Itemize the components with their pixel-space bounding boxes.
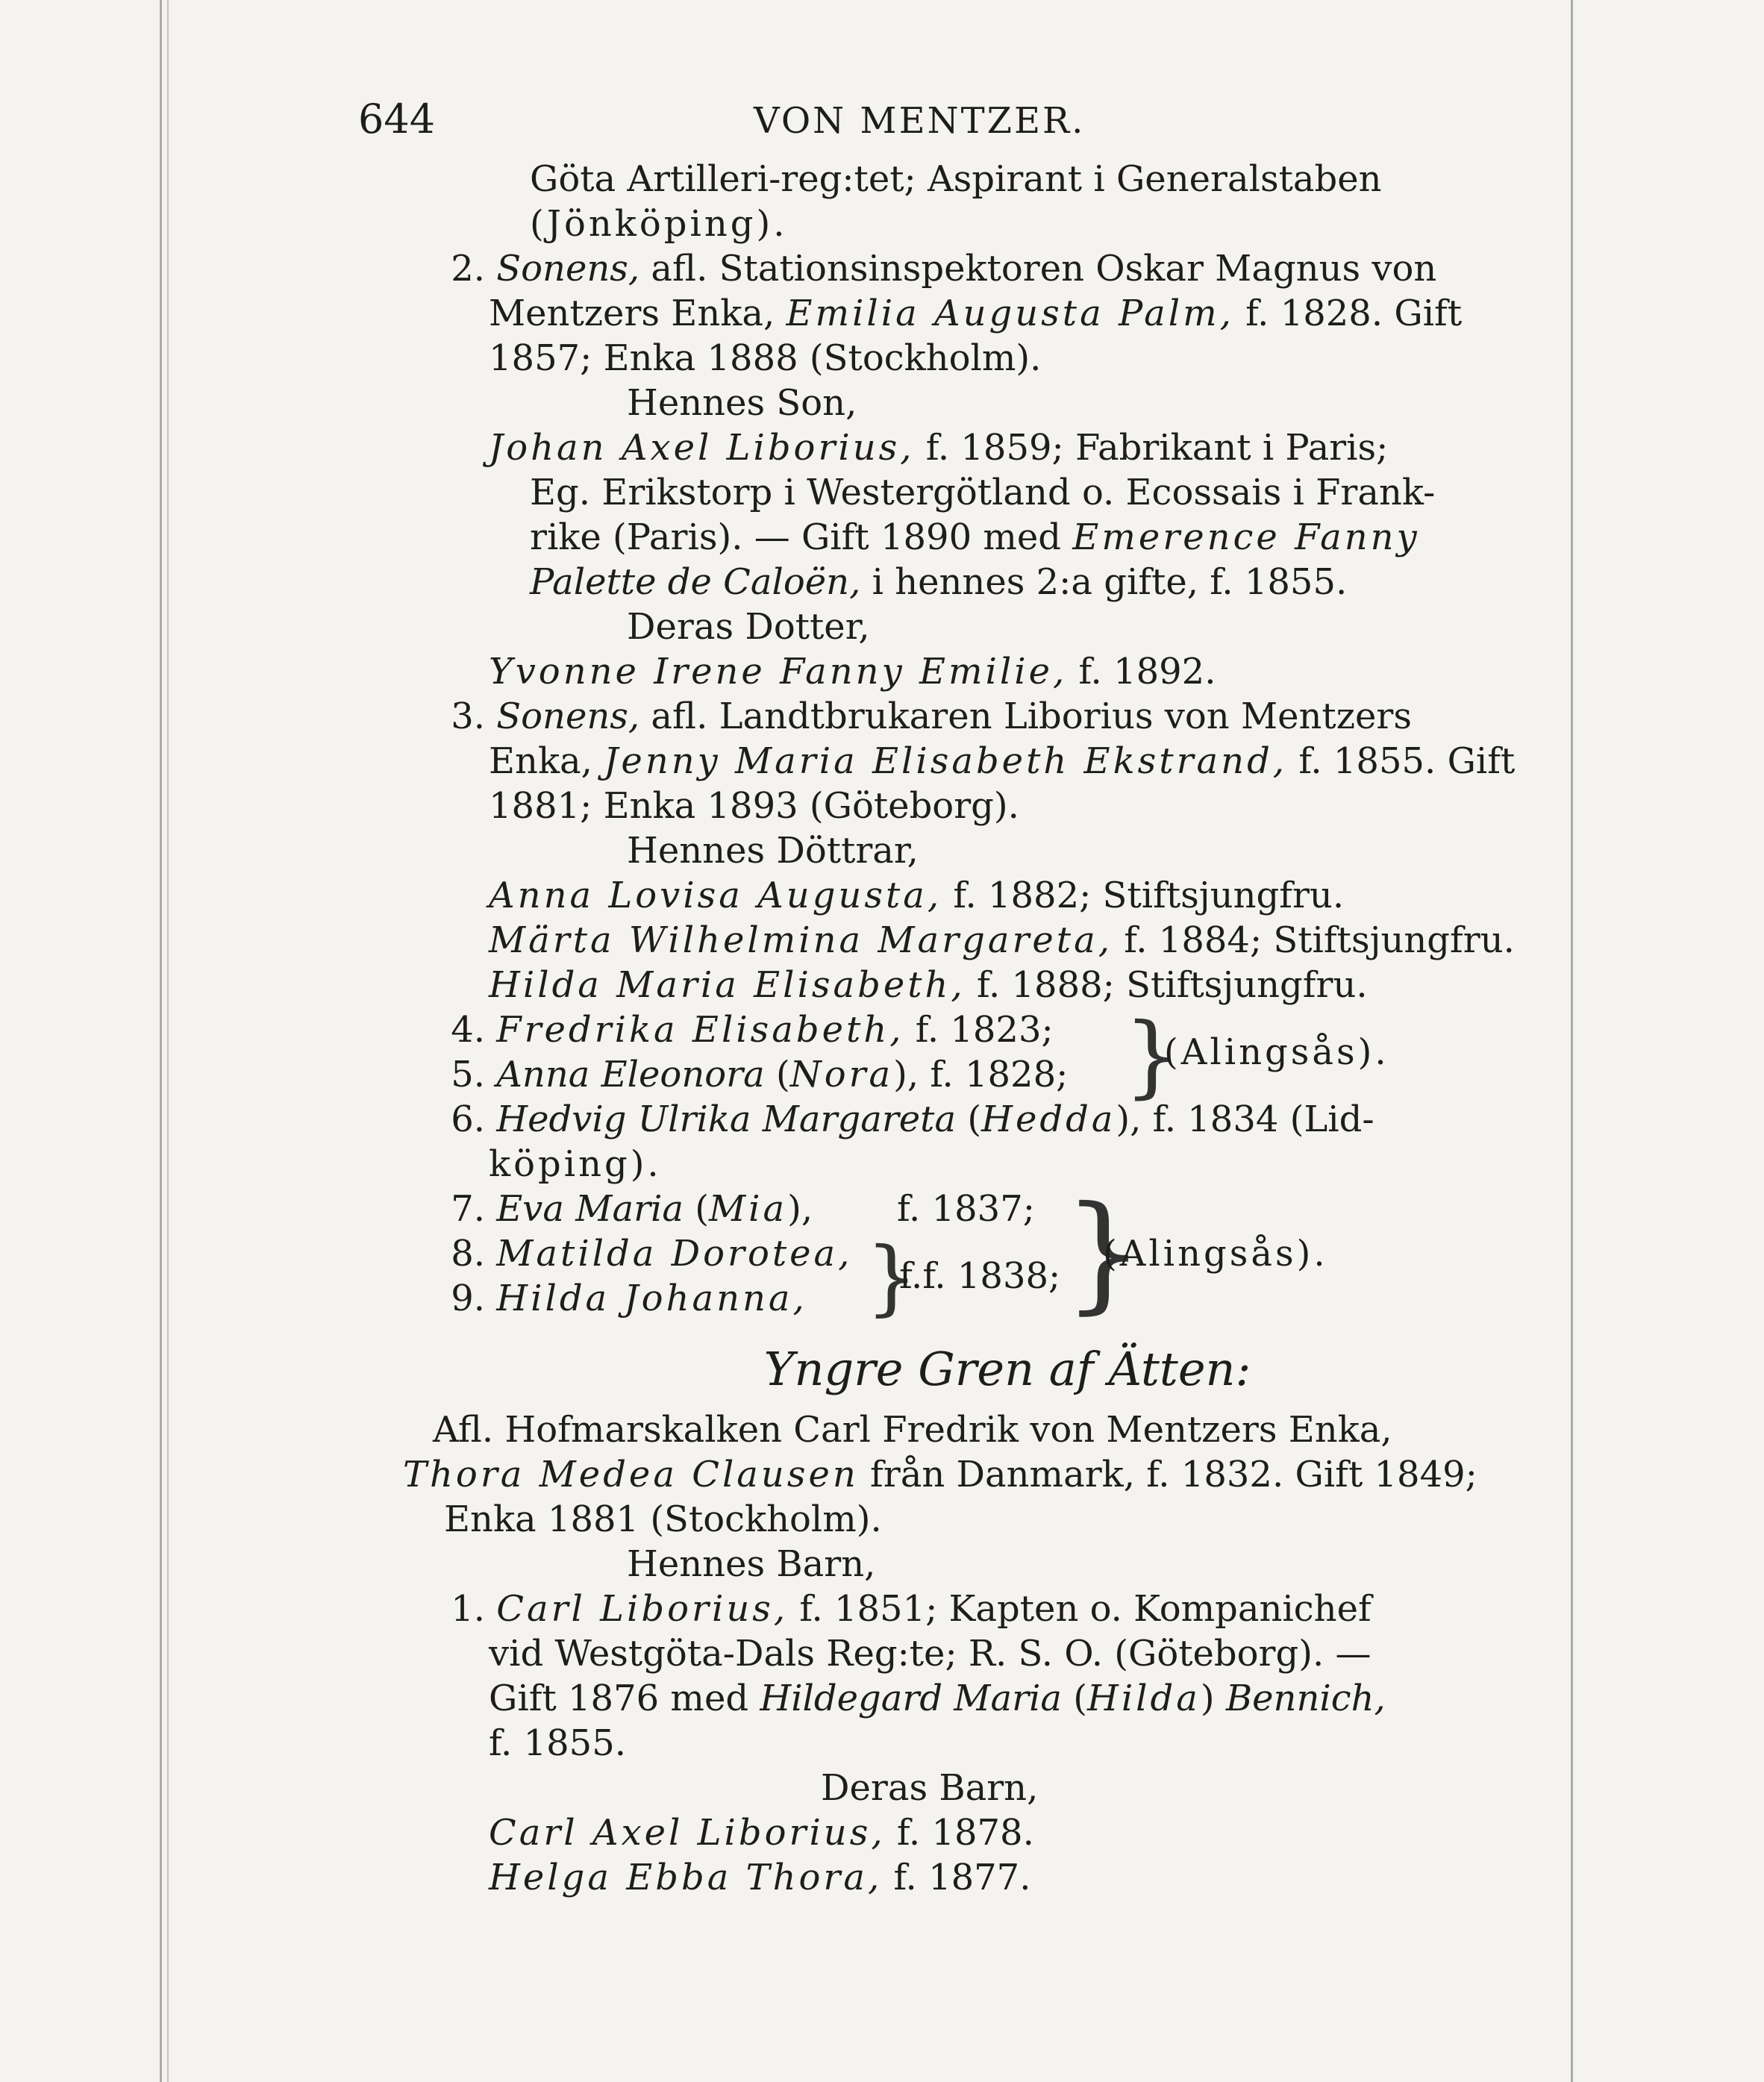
- text-span: Göta Artilleri-reg:tet; Aspirant i Generalstaben: [530, 158, 1382, 200]
- text-span: Hennes Son,: [627, 382, 857, 424]
- text-span: Enka,: [489, 740, 604, 782]
- text-span: 1881; Enka 1893 (Göteborg).: [489, 785, 1019, 827]
- text-span: Yvonne Irene Fanny Emilie,: [489, 651, 1068, 693]
- text-span: Eva Maria: [496, 1188, 684, 1230]
- text-line: [388, 739, 1516, 784]
- text-span: Johan Axel Liborius,: [489, 427, 915, 469]
- text-span: afl. Stationsinspektoren Oskar Magnus von: [639, 248, 1437, 290]
- page-gutter-left: [160, 0, 162, 2082]
- text-span: Carl Axel Liborius,: [489, 1812, 886, 1854]
- text-span: f. 1892.: [1067, 651, 1216, 693]
- entry-number: 5.: [451, 1054, 485, 1095]
- text-line: [388, 201, 1477, 246]
- section-heading: Yngre Gren af Ätten:: [763, 1342, 1251, 1396]
- text-span: Afl. Hofmarskalken Carl Fredrik von Mentzers Enka,: [433, 1409, 1392, 1451]
- text-span: f. 1823;: [904, 1009, 1054, 1051]
- entry-number: 6.: [451, 1098, 485, 1140]
- text-span: Hennes Barn,: [627, 1543, 876, 1585]
- entry-number: 8.: [451, 1233, 485, 1275]
- text-span: Nora: [789, 1054, 894, 1095]
- page-header: 644 VON MENTZER.: [358, 96, 1086, 143]
- text-span: f. 1855. Gift: [1287, 740, 1516, 782]
- text-span: Hilda Maria Elisabeth,: [489, 964, 966, 1006]
- text-span: från Danmark, f. 1832. Gift 1849;: [858, 1454, 1477, 1495]
- text-span: Mia: [708, 1188, 788, 1230]
- entry-number: 3.: [451, 695, 485, 737]
- entry-3: [388, 694, 1477, 739]
- text-span: Hennes Döttrar,: [627, 830, 919, 872]
- page-gutter-right: [1571, 0, 1573, 2082]
- brace-icon: }: [1124, 1004, 1181, 1108]
- text-line: [388, 1497, 1477, 1542]
- entry-number: 2.: [451, 248, 485, 290]
- text-line: [388, 918, 1515, 963]
- brace-icon: }: [866, 1229, 918, 1325]
- entry-6: [388, 1097, 1477, 1142]
- brace-icon: }: [1063, 1179, 1145, 1327]
- text-line: [388, 470, 1477, 515]
- entry-number: 7.: [451, 1188, 485, 1230]
- date-label: f.f. 1838;: [899, 1255, 1061, 1297]
- text-line: [388, 1631, 1477, 1676]
- text-span: (: [1061, 1678, 1087, 1719]
- text-line: [388, 873, 1477, 918]
- text-line: [388, 1407, 1477, 1452]
- text-span: ): [1200, 1678, 1226, 1719]
- text-span: f. 1877.: [882, 1857, 1031, 1898]
- text-span: Carl Liborius,: [496, 1588, 789, 1630]
- text-span: afl. Landtbrukaren Liborius von Mentzers: [639, 695, 1412, 737]
- subheading: [388, 828, 1477, 873]
- text-span: Gift 1876 med: [489, 1678, 760, 1719]
- text-line: [388, 336, 1477, 381]
- document-page: [358, 96, 1516, 1900]
- text-span: f. 1884; Stiftsjungfru.: [1112, 919, 1515, 961]
- entry-number: 9.: [451, 1278, 485, 1319]
- text-span: f. 1828. Gift: [1233, 293, 1463, 334]
- text-span: vid Westgöta-Dals Reg:te; R. S. O. (Göteborg). —: [489, 1633, 1372, 1675]
- text-line: [388, 157, 1477, 201]
- text-span: Emilia Augusta Palm,: [786, 293, 1234, 334]
- text-span: (Jönköping).: [530, 203, 788, 245]
- text-span: Anna Eleonora: [496, 1054, 765, 1095]
- text-line: [388, 1855, 1477, 1900]
- text-line: [388, 425, 1477, 470]
- text-span: f. 1855.: [489, 1722, 626, 1764]
- text-span: köping).: [489, 1143, 662, 1185]
- date-label: f. 1837;: [897, 1188, 1035, 1230]
- text-line: [388, 291, 1477, 336]
- text-span: Bennich,: [1225, 1678, 1386, 1719]
- text-span: Anna Lovisa Augusta,: [489, 875, 942, 916]
- text-span: Mentzers Enka,: [489, 293, 786, 334]
- text-span: Deras Dotter,: [627, 606, 870, 648]
- place-label: (Alingsås).: [1164, 1031, 1389, 1073]
- subheading: [388, 1766, 1477, 1810]
- text-span: Märta Wilhelmina Margareta,: [489, 919, 1113, 961]
- text-span: rike (Paris). — Gift 1890 med: [530, 516, 1073, 558]
- text-span: Emerence Fanny: [1072, 516, 1420, 558]
- text-span: Thora Medea Clausen: [403, 1454, 859, 1495]
- text-line: [388, 1452, 1477, 1497]
- text-line: [388, 963, 1477, 1007]
- text-span: Jenny Maria Elisabeth Ekstrand,: [604, 740, 1288, 782]
- text-line: [388, 1142, 1477, 1187]
- text-span: (: [683, 1188, 709, 1230]
- text-span: Enka 1881 (Stockholm).: [444, 1498, 882, 1540]
- text-line: [388, 1721, 1477, 1766]
- text-line: [388, 515, 1477, 560]
- text-span: Hilda Johanna,: [496, 1278, 807, 1319]
- text-span: f. 1888; Stiftsjungfru.: [965, 964, 1368, 1006]
- text-span: Helga Ebba Thora,: [489, 1857, 883, 1898]
- text-span: Hilda: [1086, 1678, 1201, 1719]
- subheading: [388, 1542, 1477, 1586]
- text-span: f. 1851; Kapten o. Kompanichef: [788, 1588, 1372, 1630]
- page-gutter-left-inner: [167, 0, 169, 2082]
- running-head: VON MENTZER.: [754, 100, 1086, 142]
- text-span: Deras Barn,: [821, 1767, 1039, 1809]
- place-label: (Alingsås).: [1103, 1233, 1328, 1275]
- text-span: Sonens,: [496, 695, 640, 737]
- text-span: Eg. Erikstorp i Westergötland o. Ecossais i Frank-: [530, 472, 1436, 513]
- text-span: Hedda: [981, 1098, 1116, 1140]
- subheading: [388, 381, 1477, 425]
- text-span: Hildegard Maria: [760, 1678, 1062, 1719]
- text-span: f. 1878.: [885, 1812, 1034, 1854]
- text-span: ),: [787, 1188, 813, 1230]
- text-span: (: [764, 1054, 790, 1095]
- text-line: [388, 560, 1477, 604]
- entry-2: [388, 246, 1477, 291]
- text-line: [388, 784, 1477, 828]
- text-span: Palette de Caloën,: [530, 561, 861, 603]
- text-span: 1857; Enka 1888 (Stockholm).: [489, 337, 1042, 379]
- text-line: [388, 1810, 1477, 1855]
- entry-number: 1.: [451, 1588, 485, 1630]
- text-span: ), f. 1834 (Lid-: [1116, 1098, 1374, 1140]
- text-span: (: [956, 1098, 982, 1140]
- text-span: Sonens,: [496, 248, 640, 290]
- text-line: [388, 649, 1477, 694]
- text-span: i hennes 2:a gifte, f. 1855.: [860, 561, 1348, 603]
- entry-number: 4.: [451, 1009, 485, 1051]
- subheading: [388, 604, 1477, 649]
- entry-y1: [388, 1586, 1477, 1631]
- text-span: ), f. 1828;: [893, 1054, 1069, 1095]
- text-span: f. 1882; Stiftsjungfru.: [942, 875, 1345, 916]
- text-span: f. 1859; Fabrikant i Paris;: [914, 427, 1389, 469]
- text-span: Matilda Dorotea,: [496, 1233, 853, 1275]
- text-span: Hedvig Ulrika Margareta: [496, 1098, 957, 1140]
- text-span: Fredrika Elisabeth,: [496, 1009, 904, 1051]
- text-line: [388, 1676, 1477, 1721]
